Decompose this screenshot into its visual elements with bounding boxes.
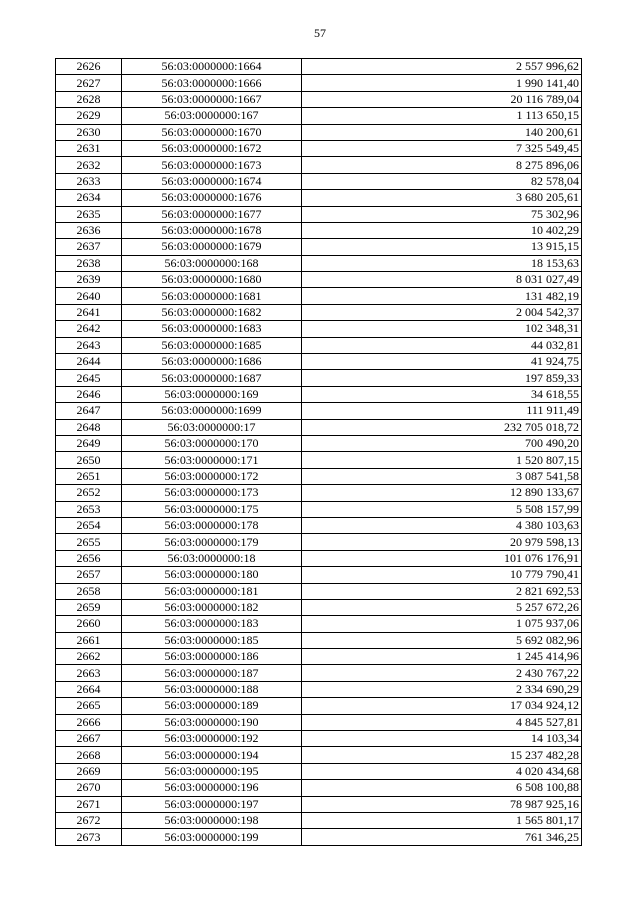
table-row	[56, 386, 582, 402]
row-number-cell: 2631	[56, 140, 122, 156]
cadastral-number-cell: 56:03:0000000:185	[122, 632, 302, 648]
row-number-cell: 2669	[56, 763, 122, 779]
cadastral-number-cell: 56:03:0000000:170	[122, 435, 302, 451]
row-number-cell: 2651	[56, 468, 122, 484]
value-cell: 1 565 801,17	[302, 812, 582, 828]
cadastral-number-cell: 56:03:0000000:175	[122, 501, 302, 517]
table-row	[56, 337, 582, 353]
value-cell: 140 200,61	[302, 124, 582, 140]
table-row	[56, 370, 582, 386]
value-cell: 34 618,55	[302, 386, 582, 402]
table-row	[56, 665, 582, 681]
value-cell: 75 302,96	[302, 206, 582, 222]
cadastral-number-cell: 56:03:0000000:1686	[122, 354, 302, 370]
value-cell: 1 520 807,15	[302, 452, 582, 468]
row-number-cell: 2632	[56, 157, 122, 173]
table-row	[56, 485, 582, 501]
row-number-cell: 2634	[56, 190, 122, 206]
table-row	[56, 698, 582, 714]
value-cell: 14 103,34	[302, 731, 582, 747]
cadastral-number-cell: 56:03:0000000:1667	[122, 91, 302, 107]
value-cell: 700 490,20	[302, 435, 582, 451]
table-row	[56, 829, 582, 845]
row-number-cell: 2660	[56, 616, 122, 632]
row-number-cell: 2644	[56, 354, 122, 370]
value-cell: 7 325 549,45	[302, 140, 582, 156]
value-cell: 111 911,49	[302, 403, 582, 419]
value-cell: 761 346,25	[302, 829, 582, 845]
table-row	[56, 59, 582, 75]
value-cell: 8 031 027,49	[302, 272, 582, 288]
cadastral-number-cell: 56:03:0000000:1687	[122, 370, 302, 386]
row-number-cell: 2637	[56, 239, 122, 255]
table-row	[56, 599, 582, 615]
cadastral-number-cell: 56:03:0000000:1666	[122, 75, 302, 91]
value-cell: 20 116 789,04	[302, 91, 582, 107]
row-number-cell: 2645	[56, 370, 122, 386]
row-number-cell: 2646	[56, 386, 122, 402]
cadastral-number-cell: 56:03:0000000:192	[122, 731, 302, 747]
cadastral-number-cell: 56:03:0000000:169	[122, 386, 302, 402]
value-cell: 10 779 790,41	[302, 567, 582, 583]
cadastral-number-cell: 56:03:0000000:1676	[122, 190, 302, 206]
value-cell: 41 924,75	[302, 354, 582, 370]
value-cell: 2 557 996,62	[302, 59, 582, 75]
value-cell: 4 845 527,81	[302, 714, 582, 730]
row-number-cell: 2650	[56, 452, 122, 468]
table-row	[56, 550, 582, 566]
cadastral-number-cell: 56:03:0000000:188	[122, 681, 302, 697]
value-cell: 101 076 176,91	[302, 550, 582, 566]
table-row	[56, 649, 582, 665]
row-number-cell: 2636	[56, 222, 122, 238]
table-row	[56, 403, 582, 419]
table-row	[56, 567, 582, 583]
row-number-cell: 2642	[56, 321, 122, 337]
value-cell: 232 705 018,72	[302, 419, 582, 435]
value-cell: 5 508 157,99	[302, 501, 582, 517]
cadastral-number-cell: 56:03:0000000:195	[122, 763, 302, 779]
cadastral-number-cell: 56:03:0000000:171	[122, 452, 302, 468]
cadastral-number-cell: 56:03:0000000:1679	[122, 239, 302, 255]
table-row	[56, 616, 582, 632]
row-number-cell: 2633	[56, 173, 122, 189]
cadastral-number-cell: 56:03:0000000:182	[122, 599, 302, 615]
cadastral-number-cell: 56:03:0000000:1672	[122, 140, 302, 156]
value-cell: 18 153,63	[302, 255, 582, 271]
row-number-cell: 2629	[56, 108, 122, 124]
cadastral-number-cell: 56:03:0000000:1673	[122, 157, 302, 173]
cadastral-number-cell: 56:03:0000000:189	[122, 698, 302, 714]
value-cell: 82 578,04	[302, 173, 582, 189]
cadastral-number-cell: 56:03:0000000:168	[122, 255, 302, 271]
table-row	[56, 124, 582, 140]
table-row	[56, 681, 582, 697]
value-cell: 5 692 082,96	[302, 632, 582, 648]
value-cell: 1 113 650,15	[302, 108, 582, 124]
value-cell: 8 275 896,06	[302, 157, 582, 173]
row-number-cell: 2662	[56, 649, 122, 665]
value-cell: 197 859,33	[302, 370, 582, 386]
table-row	[56, 468, 582, 484]
cadastral-number-cell: 56:03:0000000:187	[122, 665, 302, 681]
cadastral-value-table	[55, 58, 582, 846]
table-row	[56, 173, 582, 189]
cadastral-number-cell: 56:03:0000000:1681	[122, 288, 302, 304]
cadastral-number-cell: 56:03:0000000:197	[122, 796, 302, 812]
value-cell: 2 430 767,22	[302, 665, 582, 681]
value-cell: 17 034 924,12	[302, 698, 582, 714]
cadastral-number-cell: 56:03:0000000:196	[122, 780, 302, 796]
value-cell: 4 380 103,63	[302, 517, 582, 533]
row-number-cell: 2672	[56, 812, 122, 828]
table-row	[56, 239, 582, 255]
table-row	[56, 534, 582, 550]
row-number-cell: 2664	[56, 681, 122, 697]
row-number-cell: 2655	[56, 534, 122, 550]
row-number-cell: 2652	[56, 485, 122, 501]
row-number-cell: 2641	[56, 304, 122, 320]
row-number-cell: 2666	[56, 714, 122, 730]
table-row	[56, 747, 582, 763]
value-cell: 1 245 414,96	[302, 649, 582, 665]
cadastral-number-cell: 56:03:0000000:1683	[122, 321, 302, 337]
cadastral-number-cell: 56:03:0000000:172	[122, 468, 302, 484]
row-number-cell: 2653	[56, 501, 122, 517]
table-row	[56, 108, 582, 124]
row-number-cell: 2639	[56, 272, 122, 288]
value-cell: 102 348,31	[302, 321, 582, 337]
cadastral-number-cell: 56:03:0000000:180	[122, 567, 302, 583]
table-row	[56, 501, 582, 517]
table-row	[56, 583, 582, 599]
row-number-cell: 2627	[56, 75, 122, 91]
value-cell: 2 821 692,53	[302, 583, 582, 599]
value-cell: 2 004 542,37	[302, 304, 582, 320]
cadastral-number-cell: 56:03:0000000:1670	[122, 124, 302, 140]
value-cell: 4 020 434,68	[302, 763, 582, 779]
value-cell: 15 237 482,28	[302, 747, 582, 763]
value-cell: 1 990 141,40	[302, 75, 582, 91]
cadastral-number-cell: 56:03:0000000:1685	[122, 337, 302, 353]
value-cell: 3 680 205,61	[302, 190, 582, 206]
page-number: 57	[314, 26, 326, 40]
row-number-cell: 2668	[56, 747, 122, 763]
table-row	[56, 517, 582, 533]
cadastral-number-cell: 56:03:0000000:1699	[122, 403, 302, 419]
cadastral-number-cell: 56:03:0000000:18	[122, 550, 302, 566]
value-cell: 12 890 133,67	[302, 485, 582, 501]
table-row	[56, 288, 582, 304]
table-row	[56, 452, 582, 468]
table-row	[56, 780, 582, 796]
table-row	[56, 796, 582, 812]
row-number-cell: 2656	[56, 550, 122, 566]
row-number-cell: 2643	[56, 337, 122, 353]
value-cell: 131 482,19	[302, 288, 582, 304]
row-number-cell: 2673	[56, 829, 122, 845]
value-cell: 78 987 925,16	[302, 796, 582, 812]
row-number-cell: 2626	[56, 59, 122, 75]
cadastral-number-cell: 56:03:0000000:1678	[122, 222, 302, 238]
cadastral-number-cell: 56:03:0000000:17	[122, 419, 302, 435]
row-number-cell: 2648	[56, 419, 122, 435]
cadastral-number-cell: 56:03:0000000:199	[122, 829, 302, 845]
table-body	[56, 59, 582, 846]
value-cell: 6 508 100,88	[302, 780, 582, 796]
row-number-cell: 2630	[56, 124, 122, 140]
cadastral-number-cell: 56:03:0000000:190	[122, 714, 302, 730]
cadastral-number-cell: 56:03:0000000:178	[122, 517, 302, 533]
cadastral-number-cell: 56:03:0000000:186	[122, 649, 302, 665]
table-row	[56, 321, 582, 337]
table-row	[56, 222, 582, 238]
value-cell: 13 915,15	[302, 239, 582, 255]
table-row	[56, 304, 582, 320]
table-row	[56, 140, 582, 156]
row-number-cell: 2638	[56, 255, 122, 271]
row-number-cell: 2663	[56, 665, 122, 681]
table-row	[56, 190, 582, 206]
table-row	[56, 157, 582, 173]
row-number-cell: 2658	[56, 583, 122, 599]
row-number-cell: 2635	[56, 206, 122, 222]
cadastral-number-cell: 56:03:0000000:183	[122, 616, 302, 632]
cadastral-number-cell: 56:03:0000000:179	[122, 534, 302, 550]
table-row	[56, 812, 582, 828]
row-number-cell: 2647	[56, 403, 122, 419]
table-row	[56, 75, 582, 91]
value-cell: 2 334 690,29	[302, 681, 582, 697]
table-row	[56, 272, 582, 288]
table-row	[56, 354, 582, 370]
cadastral-number-cell: 56:03:0000000:167	[122, 108, 302, 124]
cadastral-number-cell: 56:03:0000000:1682	[122, 304, 302, 320]
table-row	[56, 435, 582, 451]
row-number-cell: 2665	[56, 698, 122, 714]
row-number-cell: 2667	[56, 731, 122, 747]
value-cell: 1 075 937,06	[302, 616, 582, 632]
cadastral-number-cell: 56:03:0000000:1680	[122, 272, 302, 288]
row-number-cell: 2628	[56, 91, 122, 107]
cadastral-number-cell: 56:03:0000000:181	[122, 583, 302, 599]
cadastral-number-cell: 56:03:0000000:198	[122, 812, 302, 828]
table-row	[56, 91, 582, 107]
value-cell: 5 257 672,26	[302, 599, 582, 615]
cadastral-number-cell: 56:03:0000000:1674	[122, 173, 302, 189]
value-cell: 44 032,81	[302, 337, 582, 353]
table-row	[56, 632, 582, 648]
table-row	[56, 206, 582, 222]
row-number-cell: 2657	[56, 567, 122, 583]
value-cell: 20 979 598,13	[302, 534, 582, 550]
cadastral-number-cell: 56:03:0000000:173	[122, 485, 302, 501]
value-cell: 10 402,29	[302, 222, 582, 238]
row-number-cell: 2640	[56, 288, 122, 304]
row-number-cell: 2654	[56, 517, 122, 533]
cadastral-number-cell: 56:03:0000000:194	[122, 747, 302, 763]
table-row	[56, 714, 582, 730]
row-number-cell: 2649	[56, 435, 122, 451]
cadastral-number-cell: 56:03:0000000:1664	[122, 59, 302, 75]
table-row	[56, 419, 582, 435]
row-number-cell: 2670	[56, 780, 122, 796]
row-number-cell: 2671	[56, 796, 122, 812]
row-number-cell: 2661	[56, 632, 122, 648]
cadastral-number-cell: 56:03:0000000:1677	[122, 206, 302, 222]
table-row	[56, 255, 582, 271]
table-row	[56, 731, 582, 747]
table-row	[56, 763, 582, 779]
row-number-cell: 2659	[56, 599, 122, 615]
value-cell: 3 087 541,58	[302, 468, 582, 484]
